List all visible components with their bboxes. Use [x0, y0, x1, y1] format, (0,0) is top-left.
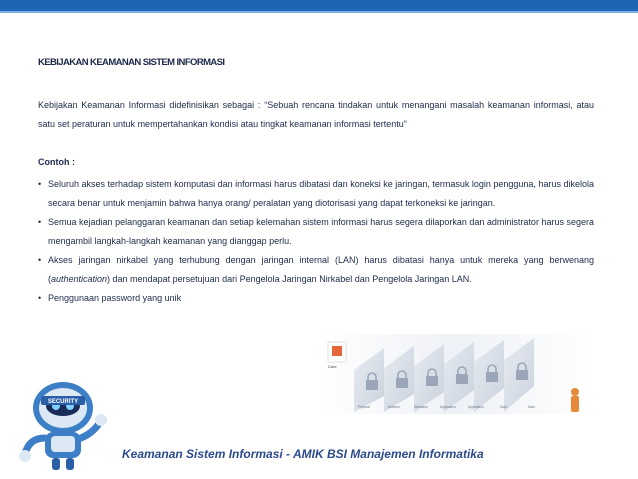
list-item [38, 251, 594, 289]
list-item: • Semua kejadian pelanggaran keamanan dan setiap kelemahan sistem informasi harus segera dilaporkan dan administrator harus segera mengambil langkah-langkah keamanan yang dianggap perlu. [38, 213, 594, 251]
top-accent-bar [0, 0, 638, 11]
list-item: • Seluruh akses terhadap sistem komputasi dan informasi harus dibatasi dan koneksi ke jaringan, termasuk login pengguna, harus dikelola secara benar untuk menjamin bahwa hanya orang/ peralatan yang diotorisasi yang dapat terkoneksi ke jaringan. [38, 175, 594, 213]
person-figure [571, 388, 579, 412]
layer-label: Data [528, 405, 535, 409]
mascot-badge-text: SECURITY [47, 399, 79, 405]
layer-label: Application [468, 405, 484, 409]
footer-text: Keamanan Sistem Informasi - AMIK BSI Manajemen Informatika [122, 447, 484, 461]
security-layers-illustration [318, 334, 596, 414]
slide-title: KEBIJAKAN KEAMANAN SISTEM INFORMASI [38, 57, 225, 68]
layer-label: Data [500, 405, 507, 409]
list-item: • Penggunaan password yang unik [38, 289, 594, 308]
list-item-text: ) dan mendapat persetujuan dari Pengelola Jaringan Nirkabel dan Pengelola Jaringan LAN. [107, 274, 472, 284]
layer-label: Application [440, 405, 456, 409]
contoh-label: Contoh : [38, 157, 75, 167]
list-item-emphasis: authentication [51, 274, 108, 284]
layer-label: Network [388, 405, 400, 409]
security-robot-mascot-icon [8, 378, 118, 474]
intro-paragraph: Kebijakan Keamanan Informasi didefinisikan sebagai : “Sebuah rencana tindakan untuk menangani masalah keamanan informasi, atau satu set peraturan untuk mempertahankan kondisi atau tingkat keamanan informasi tertentu” [38, 100, 594, 129]
top-accent-line [0, 11, 638, 13]
data-document-icon [328, 342, 346, 362]
layer-label: Physical [358, 405, 370, 409]
layer-label: Database [414, 405, 428, 409]
list-item-text: Akses jaringan nirkabel yang terhubung dengan jaringan internal (LAN) harus dibatasi hanya untuk mereka yang berwenang ( [48, 255, 594, 284]
example-list [38, 175, 594, 308]
data-label: Data [328, 364, 337, 369]
